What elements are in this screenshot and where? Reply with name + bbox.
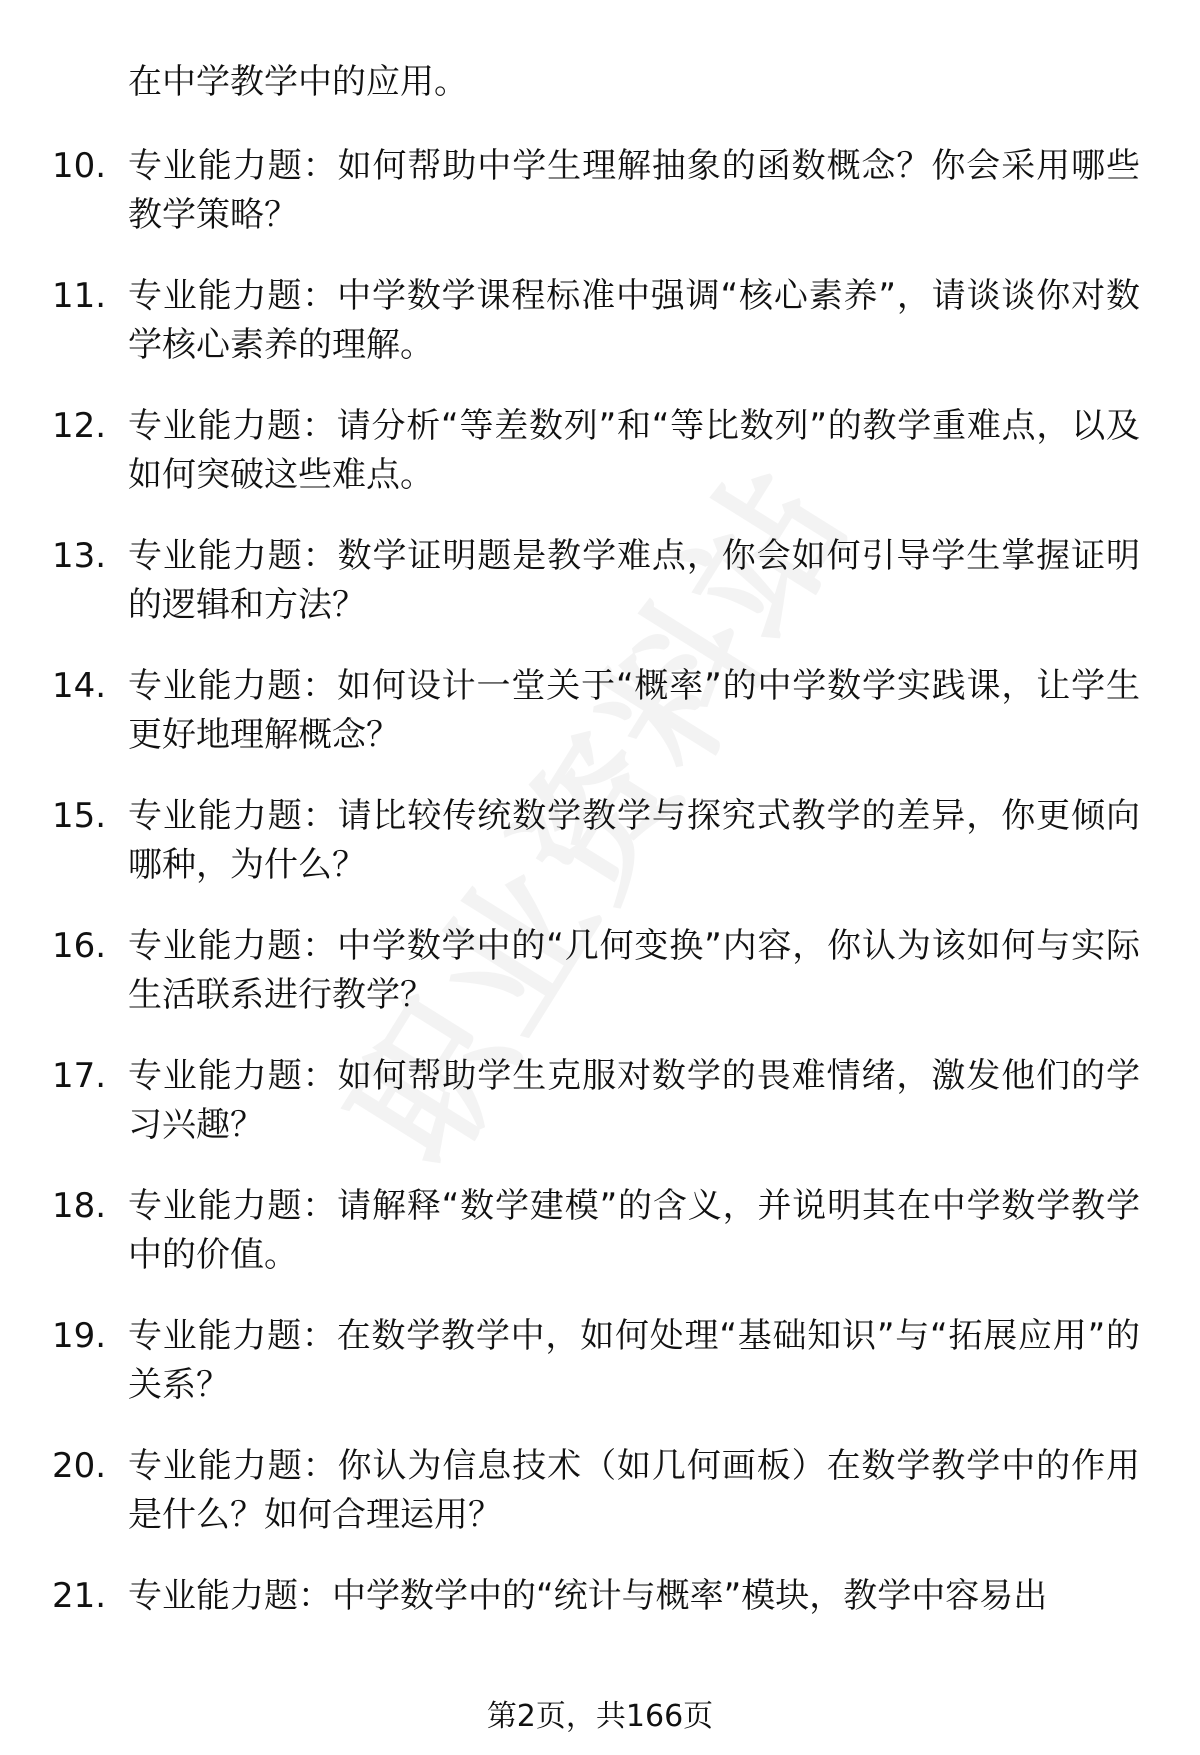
question-number: 14. [52, 666, 107, 706]
question-text: 专业能力题：如何帮助中学生理解抽象的函数概念？你会采用哪些教学策略？ [128, 146, 1140, 235]
question-text: 专业能力题：数学证明题是教学难点，你会如何引导学生掌握证明的逻辑和方法？ [128, 536, 1140, 625]
question-text: 专业能力题：如何帮助学生克服对数学的畏难情绪，激发他们的学习兴趣？ [128, 1056, 1140, 1145]
list-item [52, 1442, 1152, 1572]
question-text: 专业能力题：在数学教学中，如何处理“基础知识”与“拓展应用”的关系？ [128, 1316, 1140, 1405]
question-number: 17. [52, 1056, 107, 1096]
question-text: 专业能力题：中学数学课程标准中强调“核心素养”，请谈谈你对数学核心素养的理解。 [128, 276, 1140, 365]
list-item [52, 922, 1152, 1052]
question-number: 21. [52, 1576, 107, 1616]
list-item [52, 1312, 1152, 1442]
question-text: 专业能力题：如何设计一堂关于“概率”的中学数学实践课，让学生更好地理解概念？ [128, 666, 1140, 755]
question-text: 专业能力题：请解释“数学建模”的含义，并说明其在中学数学教学中的价值。 [128, 1186, 1140, 1275]
list-item [52, 142, 1152, 272]
continued-text: 在中学教学中的应用。 [128, 62, 468, 102]
question-number: 20. [52, 1446, 107, 1486]
question-text: 专业能力题：请比较传统数学教学与探究式教学的差异，你更倾向哪种，为什么？ [128, 796, 1140, 885]
question-list [52, 142, 1152, 1702]
question-text: 专业能力题：中学数学中的“统计与概率”模块，教学中容易出 [128, 1576, 1048, 1616]
question-number: 10. [52, 146, 107, 186]
question-number: 11. [52, 276, 107, 316]
question-number: 13. [52, 536, 107, 576]
list-item [52, 1182, 1152, 1312]
list-item [52, 1572, 1152, 1702]
question-number: 12. [52, 406, 107, 446]
list-item [52, 662, 1152, 792]
page-footer: 第2页，共166页 [486, 1699, 714, 1734]
list-item [52, 792, 1152, 922]
list-item [52, 402, 1152, 532]
list-item [52, 1052, 1152, 1182]
list-item [52, 532, 1152, 662]
question-text: 专业能力题：你认为信息技术（如几何画板）在数学教学中的作用是什么？如何合理运用？ [128, 1446, 1140, 1535]
question-number: 15. [52, 796, 107, 836]
question-text: 专业能力题：中学数学中的“几何变换”内容，你认为该如何与实际生活联系进行教学？ [128, 926, 1140, 1015]
list-item [52, 272, 1152, 402]
question-number: 19. [52, 1316, 107, 1356]
question-number: 18. [52, 1186, 107, 1226]
question-text: 专业能力题：请分析“等差数列”和“等比数列”的教学重难点，以及如何突破这些难点。 [128, 406, 1140, 495]
question-number: 16. [52, 926, 107, 966]
